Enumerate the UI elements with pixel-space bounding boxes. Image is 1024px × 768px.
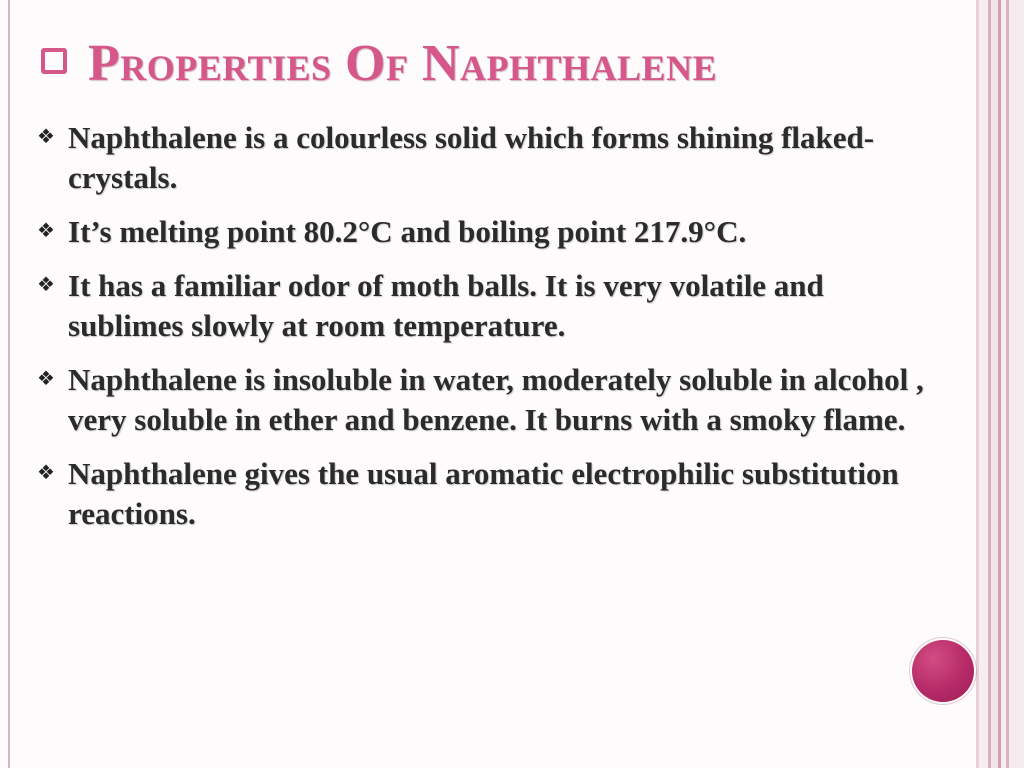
decorative-circle	[912, 640, 974, 702]
slide-title: Properties Of Naphthalene	[88, 35, 718, 92]
bullet-text: Naphthalene is insoluble in water, moderately soluble in alcohol , very soluble in ether and benzene. It burns with a smoky flame.	[68, 362, 924, 437]
bullet-text: Naphthalene gives the usual aromatic electrophilic substitution reactions.	[68, 456, 899, 531]
bullet-text: Naphthalene is a colourless solid which forms shining flaked-crystals.	[68, 120, 875, 195]
diamond-bullet-icon: ❖	[37, 462, 55, 484]
diamond-bullet-icon: ❖	[37, 368, 55, 390]
left-border-rule	[8, 0, 10, 768]
checkbox-icon	[38, 45, 76, 83]
title-row	[38, 35, 718, 92]
bullet-list	[34, 118, 924, 548]
bullet-item	[34, 212, 924, 252]
diamond-bullet-icon: ❖	[37, 220, 55, 242]
bullet-item	[34, 360, 924, 440]
bullet-item	[34, 266, 924, 346]
bullet-item	[34, 454, 924, 534]
right-decorative-band	[976, 0, 1024, 768]
bullet-text: It has a familiar odor of moth balls. It is very volatile and sublimes slowly at room temperature.	[68, 268, 824, 343]
diamond-bullet-icon: ❖	[37, 126, 55, 148]
diamond-bullet-icon: ❖	[37, 274, 55, 296]
bullet-text: It’s melting point 80.2°C and boiling point 217.9°C.	[68, 214, 747, 249]
bullet-item	[34, 118, 924, 198]
